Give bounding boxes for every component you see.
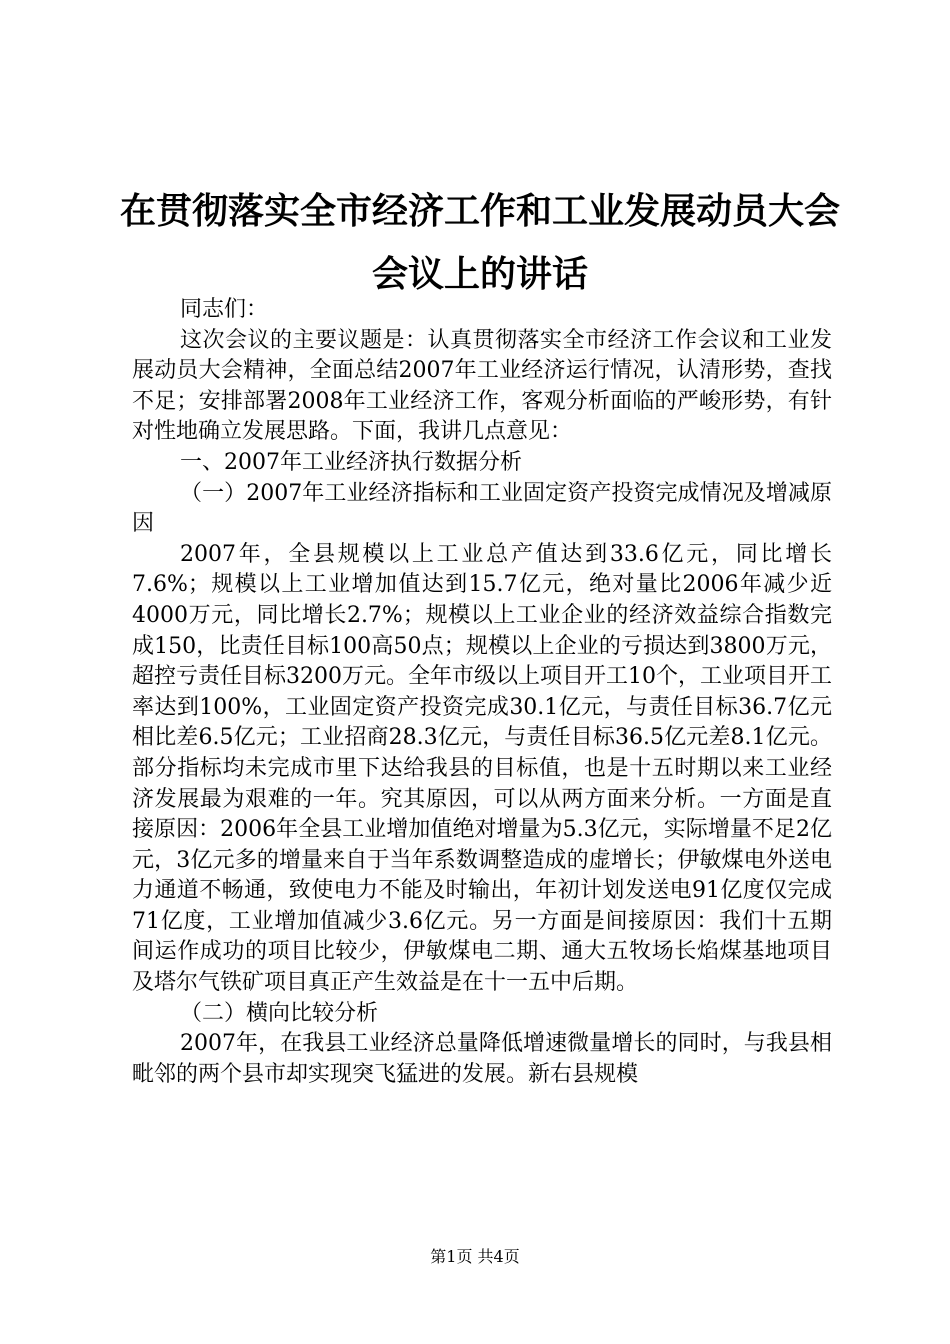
document-title-line2: 会议上的讲话 bbox=[371, 253, 588, 295]
paragraph-analysis: 2007年，全县规模以上工业总产值达到33.6亿元，同比增长7.6%；规模以上工业增加值达到15.7亿元，绝对量比2006年减少近4000万元，同比增长2.7%；规模以上工业企业的经济效益综合指数完成150，比责任目标100高50点；规模以上企业的亏损达到3800万元，超控亏责任目标3200万元。全年市级以上项目开工10个，工业项目开工率达到100%，工业固定资产投资完成30.1亿元，与责任目标36.7亿元相比差6.5亿元；工业招商28.3亿元，与责任目标36.5亿元差8.1亿元。部分指标均未完成市里下达给我县的目标值，也是十五时期以来工业经济发展最为艰难的一年。究其原因，可以从两方面来分析。一方面是直接原因：2006年全县工业增加值绝对增量为5.3亿元，实际增量不足2亿元，3亿元多的增量来自于当年系数调整造成的虚增长；伊敏煤电外送电力通道不畅通，致使电力不能及时输出，年初计划发送电91亿度仅完成71亿度，工业增加值减少3.6亿元。另一方面是间接原因：我们十五期间运作成功的项目比较少，伊敏煤电二期、通大五牧场长焰煤基地项目及塔尔气铁矿项目真正产生效益是在十一五中后期。 bbox=[132, 541, 832, 996]
salutation: 同志们： bbox=[180, 297, 269, 322]
page-number-footer: 第1页 共4页 bbox=[430, 1247, 520, 1266]
section-heading-1: 一、2007年工业经济执行数据分析 bbox=[180, 449, 522, 475]
document-body bbox=[132, 295, 832, 1090]
subsection-heading-1: （一）2007年工业经济指标和工业固定资产投资完成情况及增减原因 bbox=[132, 480, 832, 537]
subsection-heading-2: （二）横向比较分析 bbox=[180, 1000, 379, 1026]
paragraph-comparison: 2007年，在我县工业经济总量降低增速微量增长的同时，与我县相毗邻的两个县市却实现突飞猛进的发展。新右县规模 bbox=[132, 1031, 832, 1087]
paragraph-intro: 这次会议的主要议题是：认真贯彻落实全市经济工作会议和工业发展动员大会精神，全面总结2007年工业经济运行情况，认清形势，查找不足；安排部署2008年工业经济工作，客观分析面临的严峻形势，有针对性地确立发展思路。下面，我讲几点意见： bbox=[132, 327, 832, 445]
document-title-line1: 在贯彻落实全市经济工作和工业发展动员大会 bbox=[119, 190, 840, 232]
